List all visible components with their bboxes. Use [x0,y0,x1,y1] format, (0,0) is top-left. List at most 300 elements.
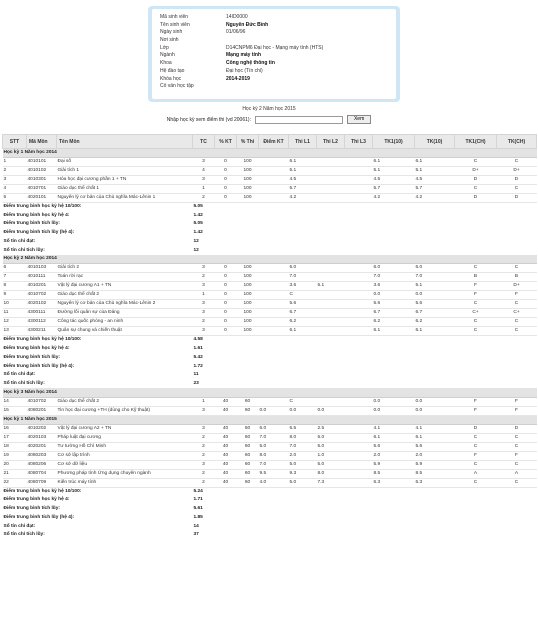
table-cell: 6.1 [373,158,415,167]
table-cell: Giáo dục thể chất 2 [57,291,193,300]
table-cell: 5.7 [415,185,455,194]
table-cell: 10 [3,300,27,309]
table-cell: 5.6 [415,442,455,451]
table-cell: 60 [237,424,259,433]
table-row [3,460,537,469]
table-cell: 4010111 [27,273,57,282]
table-row [3,309,537,318]
table-cell: 100 [237,291,259,300]
table-cell [259,194,289,203]
summary-label: Số tín chỉ đạt: [3,372,36,378]
table-cell: 40 [215,478,237,487]
table-cell: 16 [3,424,27,433]
table-cell: 7.0 [289,442,317,451]
table-cell: 2 [193,273,215,282]
table-cell: C [455,327,497,336]
table-cell: 7.0 [259,460,289,469]
table-cell: 100 [237,273,259,282]
student-info-row [160,76,390,84]
table-cell: 0.0 [289,406,317,415]
summary-label: Số tín chỉ đạt: [3,238,36,244]
summary-label: Điểm trung bình học kỳ hệ 10/100: [3,337,82,343]
table-cell [345,158,373,167]
summary-value: 1.61 [193,346,203,351]
column-header: TK(10) [415,135,455,149]
table-cell [345,273,373,282]
column-header: % Thi [237,135,259,149]
table-cell: 6.1 [415,327,455,336]
table-cell: 2.0 [289,451,317,460]
summary-spacer [259,496,537,505]
table-cell: 40 [215,451,237,460]
table-cell: 2 [193,451,215,460]
table-cell [317,318,345,327]
table-row [3,469,537,478]
summary-spacer [259,362,537,371]
table-cell: 14 [3,397,27,406]
table-row [3,433,537,442]
summary-row [3,371,537,380]
table-cell: 0.0 [373,397,415,406]
table-cell: C [455,264,497,273]
table-cell [345,327,373,336]
table-cell: 40 [215,406,237,415]
table-cell: Hóa học đại cương phần 1 + TN [57,176,193,185]
table-cell: 4020201 [27,442,57,451]
student-info-row [160,83,390,91]
table-cell: 4080206 [27,460,57,469]
table-cell: 0 [215,158,237,167]
table-cell: 1 [193,397,215,406]
table-cell: 5.1 [415,167,455,176]
table-cell: 9 [3,291,27,300]
table-cell: 8 [3,282,27,291]
term-filter-label: Nhập học kỳ xem điểm thi (vd 20061): [166,116,251,123]
table-cell: 5.6 [373,300,415,309]
table-row [3,442,537,451]
table-cell [259,300,289,309]
table-cell: D [455,194,497,203]
table-cell: 4010702 [27,397,57,406]
table-row [3,282,537,291]
table-cell: 0.0 [415,291,455,300]
table-cell: 8.0 [259,451,289,460]
table-cell: 5.0 [259,442,289,451]
column-header: TK(CH) [497,135,537,149]
table-cell: 4080201 [27,406,57,415]
column-header: Mã Môn [27,135,57,149]
student-info-label: Khoa [160,60,172,67]
table-cell: 5.7 [289,185,317,194]
table-cell: 0 [215,167,237,176]
table-cell: 21 [3,469,27,478]
grades-body [3,149,537,540]
student-info-value: Nguyễn Đức Bình [226,21,269,28]
table-cell: 3 [3,176,27,185]
table-cell: 6.0 [415,264,455,273]
summary-spacer [259,246,537,255]
table-cell [317,300,345,309]
table-cell: 0 [215,291,237,300]
student-info-label: Lớp [160,44,169,51]
table-cell: 60 [237,433,259,442]
table-cell: 6.1 [289,158,317,167]
table-cell: 5.1 [317,282,345,291]
table-cell: 1 [193,291,215,300]
table-cell: 60 [237,460,259,469]
table-cell: C [455,442,497,451]
summary-label: Số tín chỉ tích lũy: [3,381,45,387]
column-header: Thi L2 [317,135,345,149]
table-cell: 4.5 [415,176,455,185]
table-cell: 4300211 [27,327,57,336]
table-cell: Đường lối quân sự của Đảng [57,309,193,318]
table-cell [317,158,345,167]
table-cell: 6.1 [373,433,415,442]
table-cell: 2.0 [415,451,455,460]
student-info-label: Cố vấn học tập [160,83,194,90]
student-info-row [160,22,390,30]
table-cell: 20 [3,460,27,469]
table-cell: 100 [237,318,259,327]
summary-value: 11 [193,372,199,378]
summary-spacer [259,353,537,362]
table-cell: 5.0 [317,433,345,442]
student-info-label: Hệ đào tạo [160,67,185,74]
table-cell: 4.1 [415,424,455,433]
table-cell [345,460,373,469]
summary-row [3,211,537,220]
table-cell: 6 [3,264,27,273]
table-cell: 3 [193,460,215,469]
table-cell: 1 [3,158,27,167]
summary-row [3,514,537,523]
table-cell: 60 [237,478,259,487]
table-row [3,451,537,460]
summary-label: Điểm trung bình tích lũy (hệ 4): [3,363,75,369]
table-cell: 4080709 [27,478,57,487]
table-cell: 17 [3,433,27,442]
summary-label: Điểm trung bình học kỳ hệ 10/100: [3,488,82,494]
table-row [3,194,537,203]
table-cell: 4010102 [27,167,57,176]
summary-row [3,203,537,212]
table-cell: 6.2 [289,318,317,327]
table-cell: Vật lý đại cương A1 + TN [57,282,193,291]
table-cell: 40 [215,469,237,478]
student-info-label: Khóa học [160,75,182,82]
table-cell: 3.6 [373,282,415,291]
student-info-value: 14ID0000 [226,14,248,20]
table-row [3,264,537,273]
table-cell: C+ [455,309,497,318]
table-cell: 4.5 [373,176,415,185]
summary-row [3,362,537,371]
table-cell: C [497,442,537,451]
table-cell: D [455,424,497,433]
table-cell: 7.0 [373,273,415,282]
table-cell: 6.0 [373,264,415,273]
table-cell [345,309,373,318]
table-cell: 4.2 [373,194,415,203]
table-cell: 5.9 [415,460,455,469]
student-info-card [148,6,400,102]
table-cell: 0 [215,309,237,318]
column-header: TC [193,135,215,149]
summary-value: 5.24 [193,488,203,494]
table-cell: 4010301 [27,176,57,185]
table-cell: C [497,460,537,469]
table-cell: 4010701 [27,185,57,194]
table-cell: 0.0 [373,291,415,300]
table-cell: 2 [3,167,27,176]
summary-spacer [259,380,537,389]
summary-spacer [259,345,537,354]
table-cell: Giải tích 1 [57,167,193,176]
table-cell [259,185,289,194]
student-info-value: Mạng máy tính [226,52,262,59]
table-cell [345,451,373,460]
table-cell: 9.5 [259,469,289,478]
summary-value: 4.58 [193,337,203,343]
table-cell: F [455,291,497,300]
term-header-row [3,255,537,264]
table-cell: C [497,327,537,336]
table-cell: 11 [3,309,27,318]
table-cell [317,397,345,406]
table-cell: 40 [215,460,237,469]
table-cell: C [289,291,317,300]
student-info-value: Công nghệ thông tin [226,60,275,67]
table-cell: 5.6 [415,300,455,309]
table-cell: A [455,469,497,478]
table-cell: 7.3 [317,478,345,487]
table-cell: 100 [237,176,259,185]
term-input[interactable] [255,116,343,124]
table-cell: C [455,433,497,442]
table-cell: 12 [3,318,27,327]
table-cell: 7.0 [259,433,289,442]
table-cell [345,176,373,185]
table-cell: 4010201 [27,282,57,291]
table-cell: C [497,158,537,167]
table-cell [345,194,373,203]
table-cell: Cơ sở dữ liệu [57,460,193,469]
table-cell: 3 [193,176,215,185]
table-cell [317,185,345,194]
table-cell [345,264,373,273]
table-cell: 100 [237,194,259,203]
table-cell: 3 [193,158,215,167]
table-row [3,478,537,487]
table-header-row [3,135,537,149]
summary-spacer [259,229,537,238]
summary-row [3,505,537,514]
column-header: TK1(CH) [455,135,497,149]
term-name: Học kỳ 3 Năm học 2014 [3,388,537,397]
table-cell: D [497,176,537,185]
student-info-row [160,37,390,45]
table-row [3,406,537,415]
summary-label: Điểm trung bình học kỳ hệ 10/100: [3,204,82,210]
table-cell: Toán rời rạc [57,273,193,282]
table-cell: C [289,397,317,406]
table-cell: 18 [3,442,27,451]
table-cell [317,309,345,318]
table-cell: 60 [237,406,259,415]
table-cell [317,264,345,273]
summary-spacer [259,505,537,514]
table-cell: 5.0 [289,478,317,487]
table-cell: Tin học đại cương +TH (dùng cho Kỹ thuật) [57,406,193,415]
column-header: STT [3,135,27,149]
grades-table [2,134,537,540]
table-cell [317,176,345,185]
table-cell: C [497,185,537,194]
table-cell: 4020102 [27,300,57,309]
column-header: TK1(10) [373,135,415,149]
table-cell: 4080704 [27,469,57,478]
table-cell: 0 [215,176,237,185]
table-cell: F [497,291,537,300]
table-cell: 6.3 [415,478,455,487]
table-cell: F [497,397,537,406]
table-cell [317,327,345,336]
table-cell: 7.0 [415,273,455,282]
table-cell: Vật lý đại cương A2 + TN [57,424,193,433]
table-cell: C [455,318,497,327]
table-cell [259,176,289,185]
table-cell: D [497,424,537,433]
table-cell: 2 [193,469,215,478]
summary-value: 1.71 [193,497,203,503]
table-cell: 2 [193,478,215,487]
table-cell: 3 [193,300,215,309]
table-cell: C [455,478,497,487]
table-cell: Đại số [57,158,193,167]
student-info-row [160,60,390,68]
summary-row [3,229,537,238]
column-header: % KT [215,135,237,149]
table-cell: 2 [193,442,215,451]
table-cell: 4020103 [27,433,57,442]
table-cell: 0 [215,318,237,327]
student-info-value: Đại học (Tín chỉ) [226,67,263,74]
table-cell: 4.5 [289,176,317,185]
table-cell [259,282,289,291]
table-cell: B [497,273,537,282]
table-row [3,176,537,185]
summary-label: Số tín chỉ tích lũy: [3,532,45,538]
table-cell: 60 [237,451,259,460]
student-info-label: Nơi sinh [160,37,179,44]
table-cell: D+ [497,167,537,176]
term-header-row [3,415,537,424]
table-cell [259,318,289,327]
table-cell [259,273,289,282]
view-button[interactable]: Xem [347,115,371,124]
table-cell: C [455,460,497,469]
table-cell: 3 [193,327,215,336]
summary-spacer [259,220,537,229]
student-info-row [160,45,390,53]
table-cell: 6.3 [373,478,415,487]
table-cell: 3 [193,406,215,415]
table-row [3,318,537,327]
summary-row [3,336,537,345]
summary-spacer [259,238,537,247]
table-cell [345,469,373,478]
table-cell: 100 [237,282,259,291]
table-cell: 5.7 [373,185,415,194]
table-cell: Pháp luật đại cương [57,433,193,442]
table-cell [259,309,289,318]
table-cell: 7 [3,273,27,282]
summary-value: 5.05 [193,221,203,227]
table-cell: 2 [193,318,215,327]
table-cell [345,282,373,291]
table-cell: 1 [193,185,215,194]
summary-row [3,220,537,229]
student-info-label: Mã sinh viên [160,14,189,20]
table-cell: 8.0 [289,433,317,442]
summary-spacer [259,203,537,212]
summary-row [3,345,537,354]
table-cell: 8.0 [317,469,345,478]
table-cell [345,300,373,309]
summary-label: Điểm trung bình tích lũy (hệ 4): [3,230,75,236]
table-cell: F [455,406,497,415]
table-cell: Nguyên lý cơ bản của Chủ nghĩa Mác-Lênin 2 [57,300,193,309]
table-cell: 7.0 [289,273,317,282]
table-cell: 60 [237,442,259,451]
table-cell: 6.1 [415,433,455,442]
summary-value: 1.42 [193,212,203,218]
summary-value: 12 [193,247,199,253]
summary-spacer [259,514,537,523]
table-cell [345,478,373,487]
term-header-row [3,388,537,397]
table-cell: 4010202 [27,424,57,433]
table-cell: Công tác quốc phòng - an ninh [57,318,193,327]
table-cell [345,406,373,415]
table-cell: Giải tích 2 [57,264,193,273]
column-header: Thi L1 [289,135,317,149]
table-cell: 0 [215,273,237,282]
term-filter [0,115,538,124]
summary-row [3,531,537,540]
summary-row [3,487,537,496]
column-header: Điểm KT [259,135,289,149]
table-cell: 13 [3,327,27,336]
table-cell: F [497,451,537,460]
table-cell: C [497,433,537,442]
table-cell: 5.1 [415,282,455,291]
table-cell [317,194,345,203]
table-cell: F [455,282,497,291]
table-cell: 6.1 [289,327,317,336]
table-cell: 4300111 [27,309,57,318]
student-info-row [160,68,390,76]
column-header: Tên Môn [57,135,193,149]
table-cell: 0.0 [317,406,345,415]
table-cell: 3 [193,264,215,273]
table-cell: 6.0 [259,424,289,433]
table-cell: B [455,273,497,282]
table-cell: 100 [237,185,259,194]
table-cell: 5.6 [289,300,317,309]
table-cell [345,185,373,194]
